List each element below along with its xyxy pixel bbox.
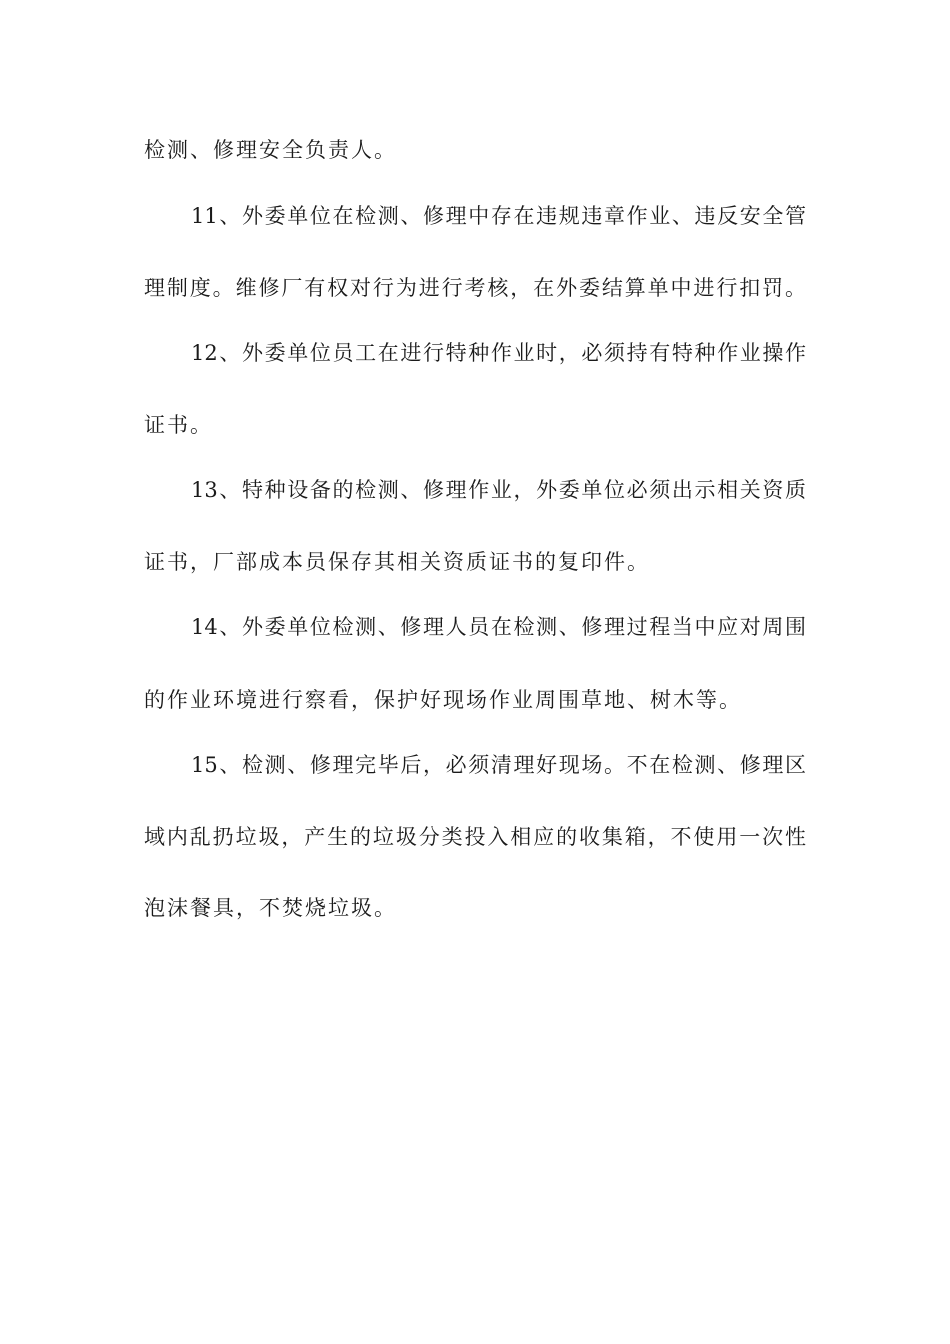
text-line-3: 理制度。维修厂有权对行为进行考核，在外委结算单中进行扣罚。: [144, 276, 806, 300]
text-line-1: 检测、修理安全负责人。: [144, 138, 397, 162]
text-line-11: 域内乱扔垃圾，产生的垃圾分类投入相应的收集箱，不使用一次性: [144, 825, 806, 849]
text-line-6: 13、特种设备的检测、修理作业，外委单位必须出示相关资质: [191, 478, 806, 502]
text-line-12: 泡沫餐具，不焚烧垃圾。: [144, 896, 397, 920]
text-line-4: 12、外委单位员工在进行特种作业时，必须持有特种作业操作: [191, 341, 806, 365]
text-line-10: 15、检测、修理完毕后，必须清理好现场。不在检测、修理区: [191, 753, 806, 777]
text-line-8: 14、外委单位检测、修理人员在检测、修理过程当中应对周围: [191, 615, 806, 639]
text-line-5: 证书。: [144, 413, 213, 437]
text-line-9: 的作业环境进行察看，保护好现场作业周围草地、树木等。: [144, 688, 742, 712]
text-line-7: 证书，厂部成本员保存其相关资质证书的复印件。: [144, 550, 650, 574]
text-line-2: 11、外委单位在检测、修理中存在违规违章作业、违反安全管: [191, 204, 806, 228]
